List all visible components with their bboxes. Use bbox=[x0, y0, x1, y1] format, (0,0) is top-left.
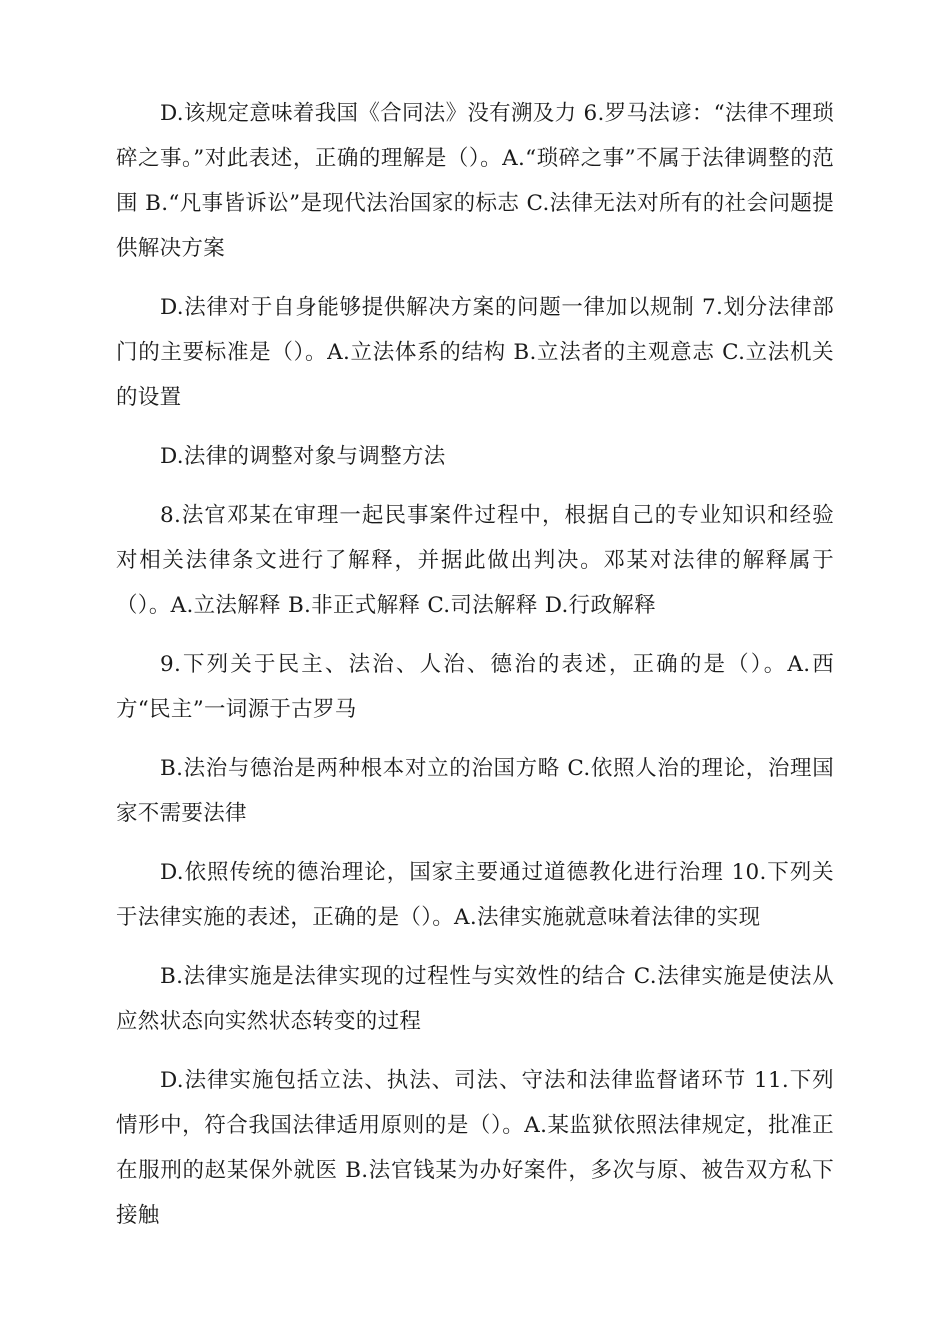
document-body bbox=[116, 91, 834, 1252]
paragraph: D.法律的调整对象与调整方法 bbox=[160, 444, 446, 469]
paragraph: D.该规定意味着我国《合同法》没有溯及力 6.罗马法谚：“法律不理琐碎之事。”对此表述，正确的理解是（）。A.“琐碎之事”不属于法律调整的范围 B.“凡事皆诉讼”是现代法治国家的标志 C.法律无法对所有的社会问题提供解决方案 bbox=[116, 101, 834, 261]
paragraph: D.依照传统的德治理论，国家主要通过道德教化进行治理 10.下列关于法律实施的表述，正确的是（）。A.法律实施就意味着法律的实现 bbox=[116, 860, 834, 930]
paragraph: D.法律对于自身能够提供解决方案的问题一律加以规制 7.划分法律部门的主要标准是（）。A.立法体系的结构 B.立法者的主观意志 C.立法机关的设置 bbox=[116, 295, 834, 410]
paragraph: 9.下列关于民主、法治、人治、德治的表述，正确的是（）。A.西方“民主”一词源于古罗马 bbox=[116, 652, 834, 722]
paragraph: 8.法官邓某在审理一起民事案件过程中，根据自己的专业知识和经验对相关法律条文进行了解释，并据此做出判决。邓某对法律的解释属于（）。A.立法解释 B.非正式解释 C.司法解释 D.行政解释 bbox=[116, 503, 834, 618]
paragraph: D.法律实施包括立法、执法、司法、守法和法律监督诸环节 11.下列情形中，符合我国法律适用原则的是（）。A.某监狱依照法律规定，批准正在服刑的赵某保外就医 B.法官钱某为办好案件，多次与原、被告双方私下接触 bbox=[116, 1068, 834, 1228]
paragraph: B.法律实施是法律实现的过程性与实效性的结合 C.法律实施是使法从应然状态向实然状态转变的过程 bbox=[116, 964, 834, 1034]
paragraph: B.法治与德治是两种根本对立的治国方略 C.依照人治的理论，治理国家不需要法律 bbox=[116, 756, 834, 826]
